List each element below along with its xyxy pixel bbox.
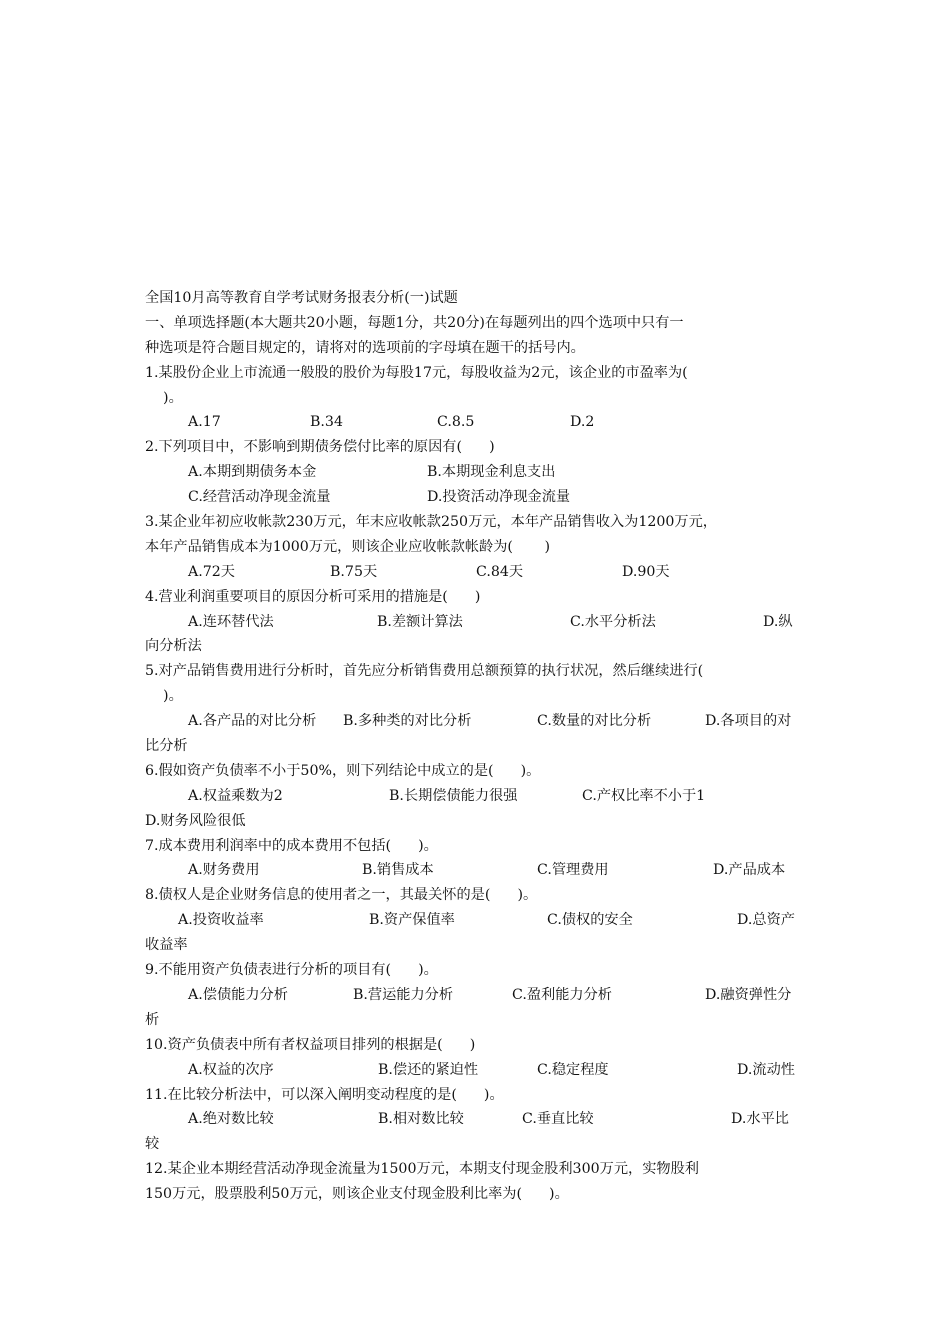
- option-row: [145, 983, 810, 1008]
- question-block: [145, 361, 810, 436]
- answer-option: C.8.5: [437, 414, 475, 431]
- option-wrap-line: 比分析: [145, 738, 188, 755]
- answer-option: C.垂直比较: [522, 1111, 594, 1128]
- exam-title: 全国10月高等教育自学考试财务报表分析(一)试题: [145, 290, 458, 306]
- answer-option: A.权益乘数为2: [188, 787, 283, 804]
- question-stem-line: 本年产品销售成本为1000万元，则该企业应收帐款帐龄为( ): [145, 538, 551, 555]
- question-block: [145, 585, 810, 660]
- answer-option: D.水平比: [731, 1111, 789, 1128]
- question-stem-line: )。: [145, 688, 183, 705]
- answer-option: B.相对数比较: [378, 1111, 464, 1128]
- answer-option: D.投资活动净现金流量: [427, 489, 571, 506]
- option-row: [145, 1107, 810, 1132]
- option-row: [145, 560, 810, 585]
- question-stem-line: 6.假如资产负债率不小于50%，则下列结论中成立的是( )。: [145, 762, 541, 779]
- answer-option: D.2: [570, 414, 595, 431]
- question-stem-line: 5.对产品销售费用进行分析时，首先应分析销售费用总额预算的执行状况，然后继续进行(: [145, 663, 704, 680]
- question-stem-line: 10.资产负债表中所有者权益项目排列的根据是( ): [145, 1036, 476, 1053]
- answer-option: C.数量的对比分析: [537, 713, 652, 730]
- answer-option: B.销售成本: [362, 862, 434, 879]
- option-wrap-line: D.财务风险很低: [145, 812, 246, 829]
- answer-option: D.各项目的对: [705, 713, 792, 730]
- answer-option: D.90天: [622, 563, 670, 580]
- question-block: [145, 958, 810, 1033]
- answer-option: A.权益的次序: [188, 1061, 274, 1078]
- option-row: [145, 784, 810, 809]
- answer-option: D.纵: [763, 613, 793, 630]
- option-wrap-line: 较: [145, 1136, 160, 1153]
- question-list: [145, 361, 810, 1207]
- answer-option: A.17: [188, 414, 221, 431]
- question-block: [145, 435, 810, 510]
- question-stem-line: 150万元，股票股利50万元，则该企业支付现金股利比率为( )。: [145, 1186, 569, 1203]
- answer-option: C.84天: [476, 563, 524, 580]
- question-block: [145, 759, 810, 834]
- question-stem-line: )。: [145, 389, 183, 406]
- answer-option: B.偿还的紧迫性: [378, 1061, 479, 1078]
- answer-option: A.财务费用: [188, 862, 260, 879]
- answer-option: C.盈利能力分析: [512, 986, 612, 1003]
- answer-option: C.管理费用: [537, 862, 609, 879]
- question-block: [145, 659, 810, 759]
- question-block: [145, 1033, 810, 1083]
- section-intro-line: 种选项是符合题目规定的，请将对的选项前的字母填在题干的括号内。: [145, 339, 585, 356]
- option-row: [145, 460, 810, 485]
- answer-option: B.营运能力分析: [353, 986, 454, 1003]
- exam-page: [145, 286, 810, 1207]
- answer-option: D.融资弹性分: [705, 986, 792, 1003]
- answer-option: C.经营活动净现金流量: [188, 489, 331, 506]
- option-row: [145, 410, 810, 435]
- answer-option: B.资产保值率: [369, 912, 455, 929]
- answer-option: A.72天: [188, 563, 235, 580]
- question-stem-line: 9.不能用资产负债表进行分析的项目有( )。: [145, 962, 438, 979]
- answer-option: C.债权的安全: [547, 912, 633, 929]
- option-wrap-line: 向分析法: [145, 638, 202, 655]
- answer-option: B.75天: [330, 563, 378, 580]
- question-stem-line: 1.某股份企业上市流通一般股的股价为每股17元，每股收益为2元，该企业的市盈率为(: [145, 364, 688, 381]
- answer-option: A.偿债能力分析: [188, 986, 288, 1003]
- answer-option: A.投资收益率: [178, 912, 264, 929]
- answer-option: D.产品成本: [713, 862, 786, 879]
- question-block: [145, 834, 810, 884]
- question-stem-line: 4.营业利润重要项目的原因分析可采用的措施是( ): [145, 588, 481, 605]
- answer-option: C.产权比率不小于1: [582, 787, 706, 804]
- question-block: [145, 510, 810, 585]
- answer-option: A.各产品的对比分析: [188, 713, 317, 730]
- answer-option: B.多种类的对比分析: [343, 713, 472, 730]
- option-row: [145, 709, 810, 734]
- option-row: [145, 858, 810, 883]
- section-intro-line: 一、单项选择题(本大题共20小题，每题1分，共20分)在每题列出的四个选项中只有一: [145, 314, 684, 331]
- option-wrap-line: 析: [145, 1011, 160, 1028]
- answer-option: D.流动性: [737, 1061, 795, 1078]
- answer-option: B.长期偿债能力很强: [389, 787, 518, 804]
- option-row: [145, 485, 810, 510]
- answer-option: D.总资产: [737, 912, 795, 929]
- option-row: [145, 610, 810, 635]
- option-row: [145, 1058, 810, 1083]
- answer-option: A.连环替代法: [188, 613, 274, 630]
- answer-option: B.差额计算法: [377, 613, 463, 630]
- question-stem-line: 2.下列项目中，不影响到期债务偿付比率的原因有( ): [145, 439, 495, 456]
- answer-option: A.绝对数比较: [188, 1111, 274, 1128]
- question-stem-line: 3.某企业年初应收帐款230万元，年末应收帐款250万元，本年产品销售收入为1200万元，: [145, 514, 717, 531]
- question-stem-line: 12.某企业本期经营活动净现金流量为1500万元，本期支付现金股利300万元，实物股利: [145, 1161, 699, 1178]
- question-block: [145, 1083, 810, 1158]
- question-block: [145, 1157, 810, 1207]
- answer-option: B.34: [310, 414, 343, 431]
- answer-option: B.本期现金利息支出: [427, 464, 556, 481]
- question-stem-line: 11.在比较分析法中，可以深入阐明变动程度的是( )。: [145, 1086, 504, 1103]
- answer-option: C.稳定程度: [537, 1061, 609, 1078]
- option-wrap-line: 收益率: [145, 937, 188, 954]
- answer-option: C.水平分析法: [570, 613, 656, 630]
- question-stem-line: 8.债权人是企业财务信息的使用者之一，其最关怀的是( )。: [145, 887, 538, 904]
- question-stem-line: 7.成本费用利润率中的成本费用不包括( )。: [145, 837, 438, 854]
- question-block: [145, 883, 810, 958]
- option-row: [145, 908, 810, 933]
- answer-option: A.本期到期债务本金: [188, 464, 317, 481]
